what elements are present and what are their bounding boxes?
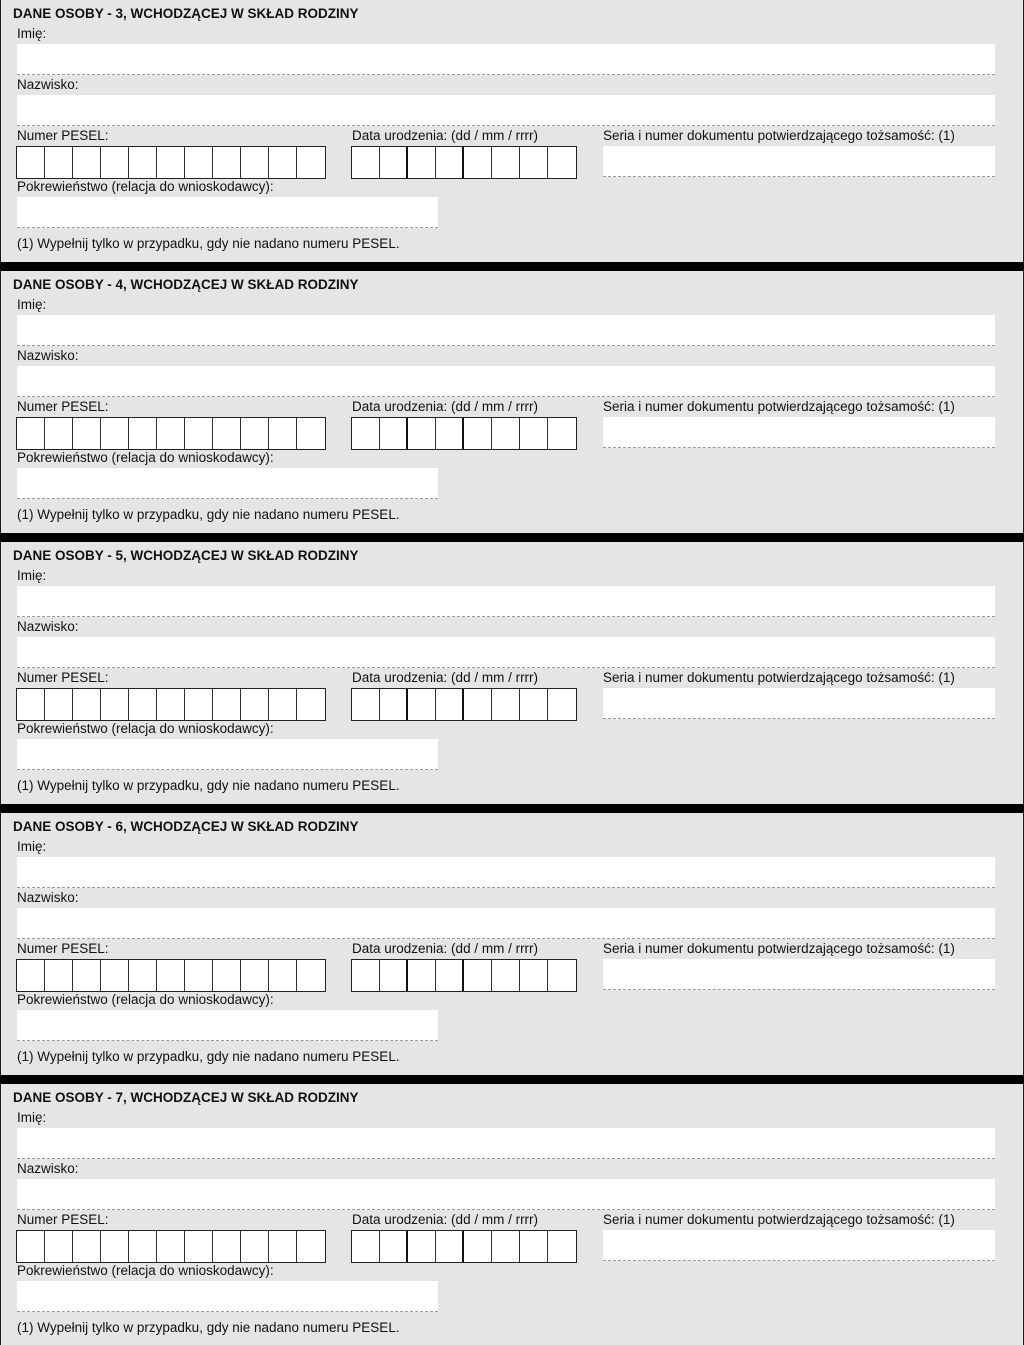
date-digit-box[interactable] <box>380 689 408 720</box>
id-document-label: Seria i numer dokumentu potwierdzającego tożsamość: (1) <box>603 128 955 143</box>
birth-date-input[interactable] <box>351 959 577 992</box>
pesel-digit-box[interactable] <box>129 418 157 449</box>
date-digit-box[interactable] <box>408 1231 436 1262</box>
relationship-label: Pokrewieństwo (relacja do wnioskodawcy): <box>17 721 274 736</box>
date-digit-box[interactable] <box>436 1231 464 1262</box>
pesel-digit-box[interactable] <box>45 147 73 178</box>
first-name-field[interactable] <box>17 857 995 888</box>
birth-date-label: Data urodzenia: (dd / mm / rrrr) <box>352 670 539 685</box>
pesel-footnote: (1) Wypełnij tylko w przypadku, gdy nie nadano numeru PESEL. <box>17 236 400 251</box>
pesel-digit-box[interactable] <box>17 418 45 449</box>
date-digit-box[interactable] <box>352 418 380 449</box>
date-digit-box[interactable] <box>464 147 492 178</box>
pesel-digit-box[interactable] <box>101 147 129 178</box>
pesel-digit-box[interactable] <box>241 147 269 178</box>
person-section-3 <box>0 0 1024 262</box>
date-digit-box[interactable] <box>436 147 464 178</box>
pesel-digit-box[interactable] <box>297 147 325 178</box>
pesel-digit-box[interactable] <box>17 1231 45 1262</box>
first-name-field[interactable] <box>17 44 995 75</box>
date-digit-box[interactable] <box>548 960 576 991</box>
pesel-input[interactable] <box>16 688 326 721</box>
first-name-label: Imię: <box>17 297 47 312</box>
date-digit-box[interactable] <box>520 1231 548 1262</box>
pesel-digit-box[interactable] <box>129 147 157 178</box>
relationship-field[interactable] <box>17 1010 438 1041</box>
pesel-footnote: (1) Wypełnij tylko w przypadku, gdy nie nadano numeru PESEL. <box>17 507 400 522</box>
id-document-field[interactable] <box>603 146 995 177</box>
first-name-label: Imię: <box>17 839 47 854</box>
last-name-field[interactable] <box>17 1179 995 1210</box>
date-digit-box[interactable] <box>548 418 576 449</box>
pesel-digit-box[interactable] <box>73 147 101 178</box>
pesel-digit-box[interactable] <box>17 689 45 720</box>
pesel-digit-box[interactable] <box>101 418 129 449</box>
date-digit-box[interactable] <box>464 689 492 720</box>
date-digit-box[interactable] <box>492 689 520 720</box>
pesel-digit-box[interactable] <box>73 1231 101 1262</box>
pesel-digit-box[interactable] <box>241 1231 269 1262</box>
pesel-digit-box[interactable] <box>185 147 213 178</box>
birth-date-label: Data urodzenia: (dd / mm / rrrr) <box>352 128 539 143</box>
pesel-digit-box[interactable] <box>241 960 269 991</box>
pesel-digit-box[interactable] <box>213 960 241 991</box>
relationship-field[interactable] <box>17 1281 438 1312</box>
pesel-label: Numer PESEL: <box>17 399 109 414</box>
birth-date-input[interactable] <box>351 146 577 179</box>
relationship-label: Pokrewieństwo (relacja do wnioskodawcy): <box>17 179 274 194</box>
pesel-digit-box[interactable] <box>269 147 297 178</box>
pesel-digit-box[interactable] <box>73 689 101 720</box>
pesel-input[interactable] <box>16 417 326 450</box>
person-section-5 <box>0 542 1024 804</box>
pesel-digit-box[interactable] <box>269 689 297 720</box>
first-name-field[interactable] <box>17 1128 995 1159</box>
pesel-digit-box[interactable] <box>157 147 185 178</box>
relationship-field[interactable] <box>17 468 438 499</box>
date-digit-box[interactable] <box>436 689 464 720</box>
relationship-label: Pokrewieństwo (relacja do wnioskodawcy): <box>17 1263 274 1278</box>
pesel-digit-box[interactable] <box>241 418 269 449</box>
date-digit-box[interactable] <box>380 418 408 449</box>
id-document-field[interactable] <box>603 417 995 448</box>
date-digit-box[interactable] <box>492 147 520 178</box>
pesel-digit-box[interactable] <box>213 147 241 178</box>
relationship-label: Pokrewieństwo (relacja do wnioskodawcy): <box>17 450 274 465</box>
last-name-label: Nazwisko: <box>17 1161 79 1176</box>
pesel-label: Numer PESEL: <box>17 670 109 685</box>
pesel-digit-box[interactable] <box>45 689 73 720</box>
id-document-label: Seria i numer dokumentu potwierdzającego tożsamość: (1) <box>603 1212 955 1227</box>
birth-date-input[interactable] <box>351 688 577 721</box>
id-document-label: Seria i numer dokumentu potwierdzającego tożsamość: (1) <box>603 399 955 414</box>
date-digit-box[interactable] <box>380 1231 408 1262</box>
pesel-digit-box[interactable] <box>73 960 101 991</box>
id-document-label: Seria i numer dokumentu potwierdzającego tożsamość: (1) <box>603 670 955 685</box>
pesel-digit-box[interactable] <box>297 1231 325 1262</box>
section-title: DANE OSOBY - 6, WCHODZĄCEJ W SKŁAD RODZINY <box>13 819 359 834</box>
pesel-digit-box[interactable] <box>185 418 213 449</box>
pesel-digit-box[interactable] <box>45 1231 73 1262</box>
date-digit-box[interactable] <box>380 147 408 178</box>
section-title: DANE OSOBY - 7, WCHODZĄCEJ W SKŁAD RODZINY <box>13 1090 359 1105</box>
date-digit-box[interactable] <box>352 147 380 178</box>
pesel-digit-box[interactable] <box>157 418 185 449</box>
pesel-digit-box[interactable] <box>101 1231 129 1262</box>
pesel-digit-box[interactable] <box>241 689 269 720</box>
date-digit-box[interactable] <box>464 1231 492 1262</box>
last-name-label: Nazwisko: <box>17 348 79 363</box>
pesel-footnote: (1) Wypełnij tylko w przypadku, gdy nie nadano numeru PESEL. <box>17 778 400 793</box>
pesel-digit-box[interactable] <box>185 960 213 991</box>
pesel-digit-box[interactable] <box>269 418 297 449</box>
pesel-digit-box[interactable] <box>157 689 185 720</box>
pesel-digit-box[interactable] <box>129 960 157 991</box>
pesel-digit-box[interactable] <box>157 960 185 991</box>
date-digit-box[interactable] <box>548 1231 576 1262</box>
section-title: DANE OSOBY - 4, WCHODZĄCEJ W SKŁAD RODZINY <box>13 277 359 292</box>
first-name-label: Imię: <box>17 568 47 583</box>
pesel-digit-box[interactable] <box>157 1231 185 1262</box>
pesel-digit-box[interactable] <box>213 689 241 720</box>
last-name-field[interactable] <box>17 637 995 668</box>
pesel-digit-box[interactable] <box>101 689 129 720</box>
id-document-label: Seria i numer dokumentu potwierdzającego tożsamość: (1) <box>603 941 955 956</box>
birth-date-label: Data urodzenia: (dd / mm / rrrr) <box>352 1212 539 1227</box>
last-name-field[interactable] <box>17 366 995 397</box>
pesel-input[interactable] <box>16 959 326 992</box>
date-digit-box[interactable] <box>520 960 548 991</box>
birth-date-label: Data urodzenia: (dd / mm / rrrr) <box>352 941 539 956</box>
date-digit-box[interactable] <box>520 689 548 720</box>
last-name-label: Nazwisko: <box>17 619 79 634</box>
date-digit-box[interactable] <box>408 147 436 178</box>
last-name-label: Nazwisko: <box>17 890 79 905</box>
pesel-digit-box[interactable] <box>269 960 297 991</box>
section-title: DANE OSOBY - 3, WCHODZĄCEJ W SKŁAD RODZINY <box>13 6 359 21</box>
pesel-input[interactable] <box>16 1230 326 1263</box>
person-section-7 <box>0 1084 1024 1345</box>
pesel-digit-box[interactable] <box>185 1231 213 1262</box>
pesel-digit-box[interactable] <box>17 147 45 178</box>
date-digit-box[interactable] <box>520 147 548 178</box>
pesel-input[interactable] <box>16 146 326 179</box>
date-digit-box[interactable] <box>408 960 436 991</box>
id-document-field[interactable] <box>603 1230 995 1261</box>
pesel-digit-box[interactable] <box>297 689 325 720</box>
date-digit-box[interactable] <box>380 960 408 991</box>
birth-date-label: Data urodzenia: (dd / mm / rrrr) <box>352 399 539 414</box>
date-digit-box[interactable] <box>492 960 520 991</box>
pesel-footnote: (1) Wypełnij tylko w przypadku, gdy nie nadano numeru PESEL. <box>17 1049 400 1064</box>
id-document-field[interactable] <box>603 959 995 990</box>
pesel-digit-box[interactable] <box>129 689 157 720</box>
relationship-label: Pokrewieństwo (relacja do wnioskodawcy): <box>17 992 274 1007</box>
date-digit-box[interactable] <box>436 418 464 449</box>
pesel-label: Numer PESEL: <box>17 1212 109 1227</box>
pesel-digit-box[interactable] <box>17 960 45 991</box>
pesel-digit-box[interactable] <box>45 960 73 991</box>
first-name-label: Imię: <box>17 1110 47 1125</box>
date-digit-box[interactable] <box>352 689 380 720</box>
date-digit-box[interactable] <box>548 689 576 720</box>
pesel-digit-box[interactable] <box>269 1231 297 1262</box>
person-section-4 <box>0 271 1024 533</box>
first-name-field[interactable] <box>17 315 995 346</box>
pesel-digit-box[interactable] <box>297 960 325 991</box>
relationship-field[interactable] <box>17 739 438 770</box>
birth-date-input[interactable] <box>351 417 577 450</box>
last-name-field[interactable] <box>17 908 995 939</box>
pesel-digit-box[interactable] <box>45 418 73 449</box>
pesel-label: Numer PESEL: <box>17 941 109 956</box>
last-name-label: Nazwisko: <box>17 77 79 92</box>
last-name-field[interactable] <box>17 95 995 126</box>
pesel-digit-box[interactable] <box>213 418 241 449</box>
person-section-6 <box>0 813 1024 1075</box>
first-name-field[interactable] <box>17 586 995 617</box>
date-digit-box[interactable] <box>408 689 436 720</box>
pesel-digit-box[interactable] <box>213 1231 241 1262</box>
pesel-label: Numer PESEL: <box>17 128 109 143</box>
pesel-digit-box[interactable] <box>101 960 129 991</box>
pesel-footnote: (1) Wypełnij tylko w przypadku, gdy nie nadano numeru PESEL. <box>17 1320 400 1335</box>
pesel-digit-box[interactable] <box>185 689 213 720</box>
date-digit-box[interactable] <box>352 1231 380 1262</box>
pesel-digit-box[interactable] <box>297 418 325 449</box>
date-digit-box[interactable] <box>548 147 576 178</box>
pesel-digit-box[interactable] <box>73 418 101 449</box>
date-digit-box[interactable] <box>408 418 436 449</box>
date-digit-box[interactable] <box>436 960 464 991</box>
first-name-label: Imię: <box>17 26 47 41</box>
id-document-field[interactable] <box>603 688 995 719</box>
date-digit-box[interactable] <box>492 418 520 449</box>
date-digit-box[interactable] <box>520 418 548 449</box>
date-digit-box[interactable] <box>464 960 492 991</box>
section-title: DANE OSOBY - 5, WCHODZĄCEJ W SKŁAD RODZINY <box>13 548 359 563</box>
date-digit-box[interactable] <box>352 960 380 991</box>
birth-date-input[interactable] <box>351 1230 577 1263</box>
pesel-digit-box[interactable] <box>129 1231 157 1262</box>
date-digit-box[interactable] <box>464 418 492 449</box>
date-digit-box[interactable] <box>492 1231 520 1262</box>
relationship-field[interactable] <box>17 197 438 228</box>
